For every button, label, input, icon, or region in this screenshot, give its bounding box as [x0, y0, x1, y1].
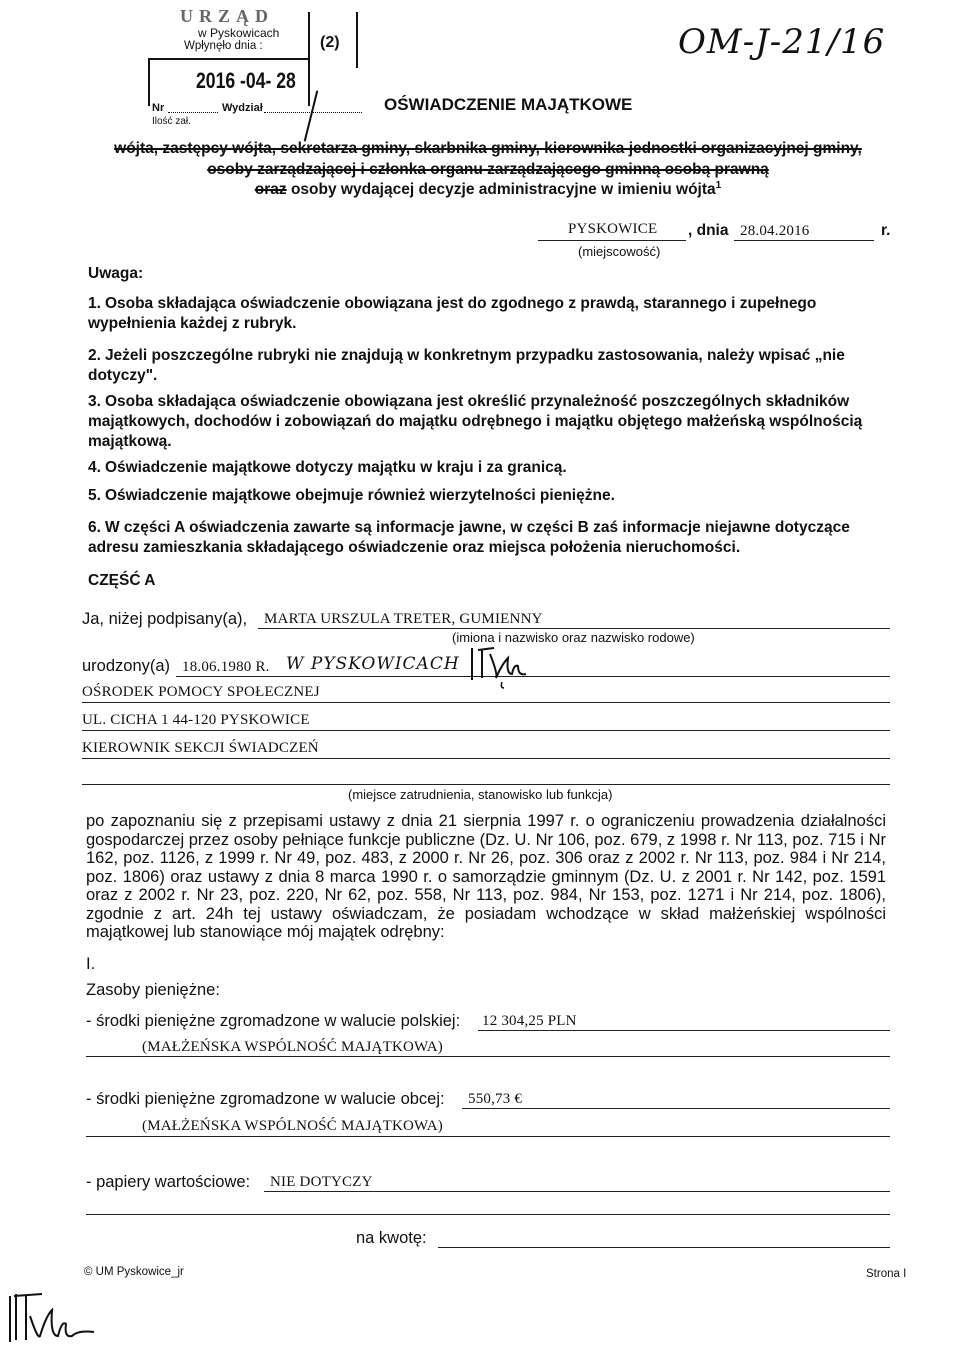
case-number: OM-J-21/16	[678, 22, 886, 62]
employer-underline-3	[82, 758, 890, 759]
securities-label: - papiery wartościowe:	[86, 1173, 251, 1191]
note-item-5	[88, 486, 888, 506]
part-a-heading: CZĘŚĆ A	[88, 572, 156, 589]
stamp-received-label: Wpłynęło dnia :	[184, 40, 263, 52]
signature-initials	[4, 1290, 104, 1346]
pln-label: - środki pieniężne zgromadzone w walucie polskiej:	[86, 1012, 461, 1030]
signer-label: Ja, niżej podpisany(a),	[82, 610, 248, 628]
note-item-4	[88, 458, 888, 478]
date-underline	[734, 240, 874, 241]
note-number: 2.	[88, 347, 101, 364]
section-1-roman: I.	[86, 955, 96, 973]
note-text: Osoba składająca oświadczenie obowiązana jest do zgodnego z prawdą, starannego i zupełnego wypełnienia każdej z rubryk.	[88, 295, 817, 332]
signer-caption: (imiona i nazwisko oraz nazwisko rodowe)	[452, 630, 695, 645]
subtitle-line-3-text: osoby wydającej decyzje administracyjne w imieniu wójta	[290, 181, 716, 199]
note-number: 4.	[88, 459, 101, 476]
footer-page-number: Strona I	[866, 1268, 907, 1280]
signature-inline	[468, 644, 532, 690]
note-item-6	[88, 518, 888, 558]
stamp-nr-label: Nr	[152, 102, 165, 114]
section-1-heading: Zasoby pieniężne:	[86, 981, 220, 999]
employer-underline-1	[82, 702, 890, 703]
note-text: Jeżeli poszczególne rubryki nie znajdują w konkretnym przypadku zastosowania, należy wpisać „nie dotyczy".	[88, 347, 845, 384]
place-value: PYSKOWICE	[568, 221, 658, 237]
subtitle-line-3	[88, 180, 888, 199]
amount-label: na kwotę:	[356, 1229, 427, 1247]
born-underline	[176, 676, 890, 677]
note-text: Oświadczenie majątkowe obejmuje również wierzytelności pieniężne.	[104, 487, 615, 504]
foreign-note: (MAŁŻEŃSKA WSPÓLNOŚĆ MAJĄTKOWA)	[142, 1118, 443, 1134]
employer-line-3: KIEROWNIK SEKCJI ŚWIADCZEŃ	[82, 740, 319, 756]
pln-note: (MAŁŻEŃSKA WSPÓLNOŚĆ MAJĄTKOWA)	[142, 1039, 443, 1055]
stamp-date: 2016 -04- 28	[196, 68, 296, 93]
pln-underline	[478, 1030, 890, 1031]
employer-underline-4	[82, 784, 890, 785]
born-date: 18.06.1980 R.	[182, 659, 270, 675]
employer-line-1: OŚRODEK POMOCY SPOŁECZNEJ	[82, 684, 320, 700]
note-number: 6.	[88, 519, 101, 536]
date-value: 28.04.2016	[740, 223, 810, 239]
note-number: 5.	[88, 487, 101, 504]
subtitle-line-2: osoby zarządzającej i członka organu zarządzającego gminną osobą prawną	[207, 161, 769, 178]
stamp-dept-label: Wydział	[222, 102, 263, 114]
signer-underline	[258, 628, 890, 629]
registry-stamp	[140, 4, 370, 127]
footnote-mark: 1	[715, 180, 722, 191]
stamp-office-name: URZĄD	[180, 6, 275, 26]
subtitle-struck-word: oraz	[254, 181, 287, 199]
foreign-value: 550,73 €	[468, 1091, 523, 1107]
note-number: 3.	[88, 393, 101, 410]
form-title: OŚWIADCZENIE MAJĄTKOWE	[384, 95, 633, 114]
securities-value: NIE DOTYCZY	[270, 1174, 373, 1190]
subtitle-line-1: wójta, zastępcy wójta, sekretarza gminy, skarbnika gminy, kierownika jednostki organizacyjnej gminy,	[114, 140, 862, 157]
foreign-underline	[462, 1108, 890, 1109]
foreign-note-underline	[86, 1136, 890, 1137]
place-underline	[538, 240, 686, 241]
employer-caption: (miejsce zatrudnienia, stanowisko lub funkcja)	[348, 787, 613, 802]
securities-extra-underline	[86, 1214, 890, 1215]
stamp-nr-dots	[168, 112, 218, 113]
footer-copyright: © UM Pyskowice_jr	[84, 1266, 184, 1278]
stamp-office-city: w Pyskowicach	[198, 26, 280, 40]
note-item-3	[88, 392, 888, 452]
note-item-2	[88, 346, 888, 386]
note-item-1	[88, 294, 888, 334]
amount-underline	[438, 1247, 890, 1248]
pln-value: 12 304,25 PLN	[482, 1013, 577, 1029]
securities-underline	[264, 1191, 890, 1192]
stamp-dept-dots	[264, 112, 362, 113]
note-text: W części A oświadczenia zawarte są informacje jawne, w części B zaś informacje niejawne dotyczące adresu zamieszkania składającego oświadczenie oraz miejsca położenia nieruchomości.	[88, 519, 850, 556]
note-text: Oświadczenie majątkowe dotyczy majątku w kraju i za granicą.	[104, 459, 567, 476]
notes-heading: Uwaga:	[88, 265, 144, 282]
note-number: 1.	[88, 295, 101, 312]
stamp-copy-number: (2)	[320, 34, 340, 51]
r-label: r.	[881, 222, 891, 239]
pln-note-underline	[86, 1056, 890, 1057]
place-caption: (miejscowość)	[578, 244, 661, 259]
born-place-handwritten: W PYSKOWICACH	[286, 654, 460, 674]
legal-basis-paragraph: po zapoznaniu się z przepisami ustawy z dnia 21 sierpnia 1997 r. o ograniczeniu prowadzenia działalności gospodarczej przez osoby pełniące funkcje publiczne (Dz. U. Nr 106, poz. 679, z 1998 r. Nr 113, poz. 715 i Nr 162, poz. 1126, z 1999 r. Nr 49, poz. 483, z 2000 r. Nr 26, poz. 306 oraz z 2002 r. Nr 113, poz. 984 i Nr 214, poz. 1806) oraz ustawy z dnia 8 marca 1990 r. o samorządzie gminnym (Dz. U. z 2001 r. Nr 142, poz. 1591 oraz z 2002 r. Nr 23, poz. 220, Nr 62, poz. 558, Nr 113, poz. 984, Nr 153, poz. 1271 i Nr 214, poz. 1806), zgodnie z art. 24h tej ustawy oświadczam, że posiadam wchodzące w skład małżeńskiej wspólności majątkowej lub stanowiące mój majątek odrębny:	[86, 812, 886, 941]
signer-value: MARTA URSZULA TRETER, GUMIENNY	[264, 611, 543, 627]
employer-line-2: UL. CICHA 1 44-120 PYSKOWICE	[82, 712, 310, 728]
stamp-count-label: Ilość zał.	[152, 116, 191, 127]
employer-underline-2	[82, 730, 890, 731]
born-label: urodzony(a)	[82, 657, 171, 675]
note-text: Osoba składająca oświadczenie obowiązana jest określić przynależność poszczególnych składników majątkowych, dochodów i zobowiązań do majątku odrębnego i majątku objętego małżeńską wspólnością majątkową.	[88, 393, 863, 450]
foreign-label: - środki pieniężne zgromadzone w walucie obcej:	[86, 1090, 445, 1108]
date-label: , dnia	[688, 222, 729, 239]
